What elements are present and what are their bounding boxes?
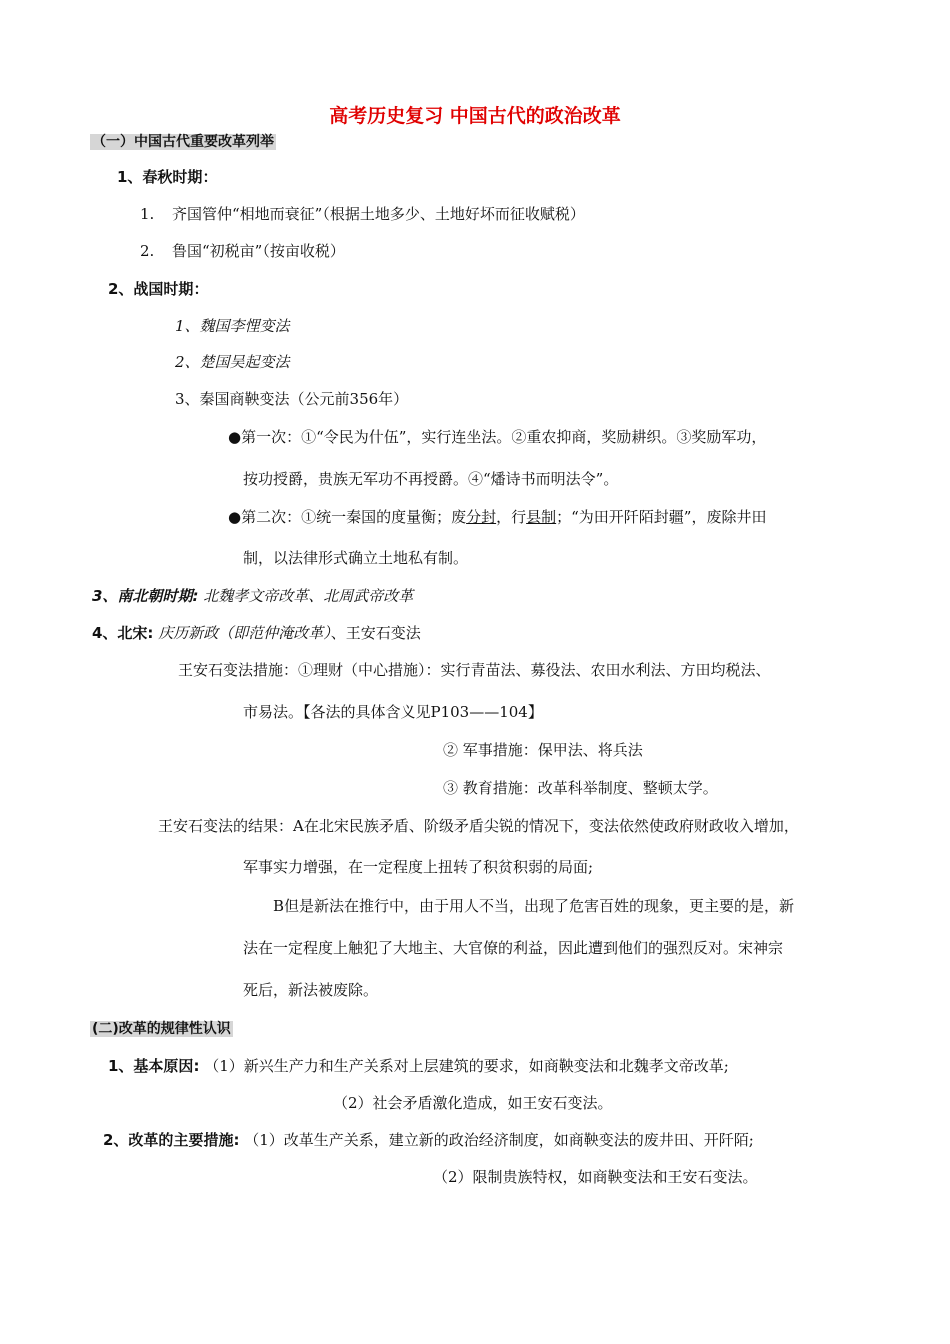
reason-heading: 1、基本原因: xyxy=(108,1057,200,1075)
section-1-heading xyxy=(90,131,276,152)
warring-states-heading: 2、战国时期： xyxy=(108,280,209,298)
spring-autumn-item-2 xyxy=(140,241,345,261)
main-measures-line-2: （2）限制贵族特权，如商鞅变法和王安石变法。 xyxy=(433,1168,758,1186)
wang-anshi-result-b-line-1: B但是新法在推行中，由于用人不当，出现了危害百姓的现象，更主要的是，新 xyxy=(273,897,795,915)
shang-yang-first-line-1: ●第一次：①“令民为什伍”，实行连坐法。②重农抑商，奖励耕织。③奖励军功， xyxy=(228,428,767,446)
measures-line-1: （1）改革生产关系，建立新的政治经济制度，如商鞅变法的废井田、开阡陌; xyxy=(244,1131,754,1149)
northern-song xyxy=(92,623,421,643)
wang-anshi-measures-education: ③ 教育措施：改革科举制度、整顿太学。 xyxy=(443,779,718,797)
spring-autumn-heading: 1、春秋时期： xyxy=(117,168,218,186)
page-title: 高考历史复习 中国古代的政治改革 xyxy=(329,105,621,127)
shang-yang-first-line-2: 按功授爵，贵族无军功不再授爵。④“燔诗书而明法令”。 xyxy=(243,470,619,488)
item-number: 2. xyxy=(140,242,155,260)
wang-anshi-result-b-line-2: 法在一定程度上触犯了大地主、大官僚的利益，因此遭到他们的强烈反对。宋神宗 xyxy=(243,939,784,957)
shang-yang-second-line-1 xyxy=(228,507,766,527)
warring-states-item-2: 2、楚国吴起变法 xyxy=(175,353,290,371)
section-2-heading xyxy=(90,1018,233,1039)
measures-heading: 2、改革的主要措施: xyxy=(103,1131,240,1149)
reason-line-1: （1）新兴生产力和生产关系对上层建筑的要求，如商鞅变法和北魏孝文帝改革; xyxy=(204,1057,729,1075)
period-text: 、王安石变法 xyxy=(330,624,421,642)
warring-states-item-3: 3、秦国商鞅变法（公元前356年） xyxy=(175,390,409,408)
section-2-label: (二)改革的规律性认识 xyxy=(92,1021,231,1037)
period-heading: 3、南北朝时期: xyxy=(92,587,199,605)
section-1-label: （一）中国古代重要改革列举 xyxy=(92,134,274,150)
wang-anshi-measures-line-1: 王安石变法措施：①理财（中心措施）：实行青苗法、募役法、农田水利法、方田均税法、 xyxy=(178,661,771,679)
warring-states-item-1: 1、魏国李悝变法 xyxy=(175,317,290,335)
wang-anshi-result-b-line-3: 死后，新法被废除。 xyxy=(243,981,379,999)
period-text: 北魏孝文帝改革、北周武帝改革 xyxy=(203,587,414,605)
wang-anshi-result-line-1: 王安石变法的结果：A在北宋民族矛盾、阶级矛盾尖锐的情况下，变法依然使政府财政收入增加， xyxy=(158,817,799,835)
basic-reasons-line-2: （2）社会矛盾激化造成，如王安石变法。 xyxy=(333,1094,613,1112)
item-text: 鲁国“初税亩”（按亩收税） xyxy=(172,242,345,260)
southern-northern-dynasties xyxy=(92,586,413,606)
text-segment: ，行 xyxy=(496,508,527,526)
wang-anshi-measures-line-2: 市易法。【各法的具体含义见P103——104】 xyxy=(243,703,543,721)
period-heading: 4、北宋: xyxy=(92,624,154,642)
text-segment: ；“为田开阡陌封疆”，废除井田 xyxy=(556,508,767,526)
basic-reasons xyxy=(108,1056,729,1076)
item-number: 1. xyxy=(140,205,155,223)
text-segment: ●第二次：①统一秦国的度量衡；废 xyxy=(228,508,467,526)
shang-yang-second-line-2: 制，以法律形式确立土地私有制。 xyxy=(243,549,469,567)
main-measures xyxy=(103,1130,754,1150)
wang-anshi-measures-military: ② 军事措施：保甲法、将兵法 xyxy=(443,741,643,759)
period-text-italic: 庆历新政（即范仲淹改革） xyxy=(158,624,331,642)
underlined-term-xianzhi: 县制 xyxy=(526,508,557,526)
wang-anshi-result-line-2: 军事实力增强，在一定程度上扭转了积贫积弱的局面; xyxy=(243,858,594,876)
spring-autumn-item-1 xyxy=(140,204,585,224)
underlined-term-fenfeng: 分封 xyxy=(466,508,497,526)
item-text: 齐国管仲“相地而衰征”（根据土地多少、土地好坏而征收赋税） xyxy=(172,205,585,223)
